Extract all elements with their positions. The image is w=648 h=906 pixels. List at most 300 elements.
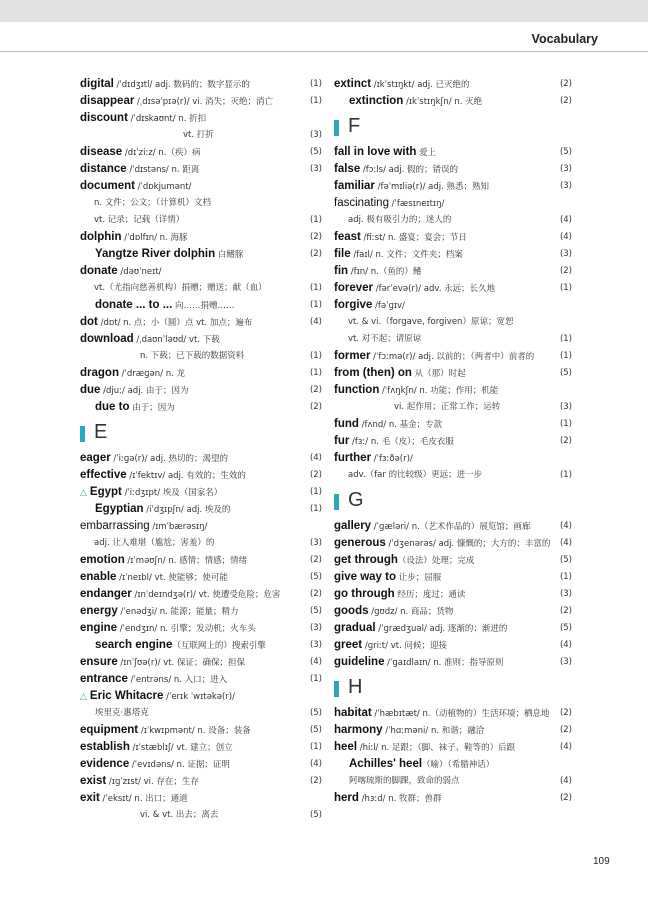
vocab-entry: [334, 161, 572, 178]
proper-noun-triangle-icon: △: [80, 488, 87, 498]
vocab-entry: [334, 586, 572, 603]
headword: from (then) on: [334, 367, 412, 379]
unit-reference: (3): [559, 589, 572, 599]
definition: /ɪɡˈzɪst/ vi. 存在；生存: [106, 777, 199, 787]
definition: /iˈdʒɪpʃn/ adj. 埃及的: [143, 505, 231, 515]
vocab-entry: [80, 314, 322, 331]
vocab-entry: [334, 365, 572, 382]
definition: /ɪˈkwɪpmənt/ n. 设备；装备: [138, 726, 251, 736]
definition: /ˈerɪk ˈwɪtəkə(r)/: [163, 692, 235, 702]
headword: disease: [80, 146, 123, 158]
section-marker-bar: [334, 120, 339, 136]
unit-reference: (4): [559, 232, 572, 242]
definition: /ˈfæsɪneɪtɪŋ/: [388, 199, 445, 209]
headword: guideline: [334, 656, 385, 668]
vocab-entry: [80, 331, 322, 348]
vocab-entry: [334, 603, 572, 620]
definition: /ˈɡaɪdlaɪn/ n. 准则；指导原则: [384, 658, 504, 668]
vocab-entry: [80, 484, 322, 501]
section-marker-bar: [80, 426, 85, 442]
unit-reference: (4): [559, 538, 572, 548]
vocab-entry-continuation: [334, 212, 572, 229]
vocab-entry: [334, 93, 572, 110]
definition: /ˈdɪskaʊnt/ n. 折扣: [127, 114, 207, 124]
definition: （设法）处理；完成: [397, 556, 475, 566]
unit-reference: (3): [309, 623, 322, 633]
unit-reference: (5): [309, 708, 322, 718]
section-heading-g: [334, 484, 572, 518]
vocab-entry: [334, 535, 572, 552]
definition: /ˈɡrædʒuəl/ adj. 逐渐的；渐进的: [375, 624, 508, 634]
headword: equipment: [80, 724, 139, 736]
unit-reference: (3): [559, 164, 572, 174]
definition: 由于；因为: [129, 403, 175, 413]
definition: adv.（far 的比较级）更远；进一步: [348, 470, 483, 480]
definition: /ˌdaʊnˈləʊd/ vt. 下载: [133, 335, 220, 345]
unit-reference: (2): [309, 232, 322, 242]
definition: /hɜːd/ n. 牧群；兽群: [358, 794, 442, 804]
vocab-entry-continuation: [80, 348, 322, 365]
unit-reference: (1): [309, 351, 322, 361]
definition: 经历；度过；通读: [394, 590, 466, 600]
vocab-entry: [80, 637, 322, 654]
left-column: [80, 76, 322, 824]
headword: fund: [334, 418, 359, 430]
vocab-entry: [80, 790, 322, 807]
vocab-entry: [80, 586, 322, 603]
headword: Egypt: [89, 486, 122, 498]
vocab-entry: [80, 365, 322, 382]
definition: /fərˈevə(r)/ adv. 永远；长久地: [373, 284, 496, 294]
unit-reference: (1): [559, 419, 572, 429]
definition: /ˈfɜːðə(r)/: [371, 454, 413, 464]
headword: due: [80, 384, 101, 396]
definition: /ˈfʌŋkʃn/ n. 功能；作用；机能: [379, 386, 499, 396]
section-heading-h: [334, 671, 572, 705]
unit-reference: (1): [559, 572, 572, 582]
unit-reference: (2): [309, 555, 322, 565]
vocab-entry: [80, 144, 322, 161]
unit-reference: (1): [309, 368, 322, 378]
headword: embarrassing: [80, 520, 150, 532]
unit-reference: (1): [559, 470, 572, 480]
unit-reference: (5): [309, 810, 322, 820]
definition: /ˈdɒkjumənt/: [134, 182, 192, 192]
headword: feast: [334, 231, 361, 243]
definition: /ˈfɔːmə(r)/ adj. 以前的；（两者中）前者的: [370, 352, 535, 362]
definition: 埃里克·惠塔克: [95, 708, 149, 718]
headword: distance: [80, 163, 127, 175]
headword: harmony: [334, 724, 383, 736]
unit-reference: (5): [309, 147, 322, 157]
headword: function: [334, 384, 380, 396]
section-letter: H: [348, 676, 363, 698]
definition: /fɜː/ n. 毛（皮）；毛皮衣服: [349, 437, 454, 447]
definition: 阿喀琉斯的脚踝，致命的弱点: [349, 776, 460, 786]
unit-reference: (4): [559, 215, 572, 225]
headword: Egyptian: [95, 503, 144, 515]
unit-reference: (1): [309, 283, 322, 293]
headword: give way to: [334, 571, 396, 583]
headword: go through: [334, 588, 395, 600]
headword: herd: [334, 792, 359, 804]
definition: vt. 记录；记载（详情）: [94, 215, 185, 225]
unit-reference: (1): [559, 334, 572, 344]
vocab-entry: [334, 416, 572, 433]
definition: 爱上: [416, 148, 437, 158]
headword: exist: [80, 775, 107, 787]
vocab-entry: [80, 76, 322, 93]
definition: vt. 打折: [183, 130, 214, 140]
definition: adj. 极有吸引力的；迷人的: [348, 215, 452, 225]
vocab-entry: [334, 620, 572, 637]
definition: /fəˈɡɪv/: [372, 301, 405, 311]
definition: /fɪn/ n.（鱼的）鳍: [348, 267, 422, 277]
headword: forgive: [334, 299, 373, 311]
headword: get through: [334, 554, 398, 566]
vocab-entry-continuation: [80, 807, 322, 824]
vocab-entry: [334, 790, 572, 807]
definition: /ˈdɪdʒɪtl/ adj. 数码的；数字显示的: [113, 80, 250, 90]
headword: Yangtze River dolphin: [95, 248, 216, 260]
unit-reference: (5): [309, 606, 322, 616]
section-marker-bar: [334, 681, 339, 697]
headword: further: [334, 452, 372, 464]
section-letter: G: [348, 489, 364, 511]
definition: /ˈhæbɪtæt/ n.（动植物的）生活环境；栖息地: [371, 709, 550, 719]
vocab-entry: [80, 297, 322, 314]
vocab-entry-continuation: [334, 773, 572, 790]
headword: dragon: [80, 367, 119, 379]
unit-reference: (5): [559, 147, 572, 157]
vocab-entry: [80, 654, 322, 671]
unit-reference: (2): [559, 266, 572, 276]
headword: fall in love with: [334, 146, 417, 158]
unit-reference: (1): [559, 351, 572, 361]
unit-reference: (1): [559, 283, 572, 293]
unit-reference: (2): [309, 470, 322, 480]
definition: /ˈeksɪt/ n. 出口；通道: [99, 794, 188, 804]
definition: /fəˈmɪliə(r)/ adj. 熟悉；熟知: [374, 182, 490, 192]
vocab-entry: [334, 637, 572, 654]
headword: engine: [80, 622, 118, 634]
unit-reference: (2): [309, 776, 322, 786]
headword: fascinating: [334, 197, 389, 209]
headword: dolphin: [80, 231, 122, 243]
definition: /ˈɡæləri/ n.（艺术作品的）展览馆；画廊: [371, 522, 531, 532]
headword: fur: [334, 435, 350, 447]
definition: /ˈevɪdəns/ n. 证据；证明: [129, 760, 230, 770]
vocab-entry: [334, 722, 572, 739]
unit-reference: (4): [559, 776, 572, 786]
unit-reference: (4): [309, 317, 322, 327]
headword: effective: [80, 469, 127, 481]
headword: exit: [80, 792, 100, 804]
header-divider: [0, 51, 648, 52]
unit-reference: (2): [559, 79, 572, 89]
headword: greet: [334, 639, 363, 651]
vocab-entry: [80, 603, 322, 620]
vocab-entry-continuation: [80, 212, 322, 229]
definition: /ˌdɪsəˈpɪə(r)/ vi. 消失；灭绝；消亡: [134, 97, 274, 107]
vocab-entry: [80, 229, 322, 246]
unit-reference: (3): [559, 657, 572, 667]
vocab-entry: [80, 161, 322, 178]
unit-reference: (4): [309, 759, 322, 769]
headword: establish: [80, 741, 130, 753]
section-heading-f: [334, 110, 572, 144]
headword: digital: [80, 78, 114, 90]
vocab-entry: [80, 399, 322, 416]
vocab-entry: [334, 246, 572, 263]
unit-reference: (1): [309, 487, 322, 497]
unit-reference: (2): [559, 725, 572, 735]
vocab-entry: [80, 688, 322, 705]
definition: adj. 让人难堪（尴尬；害羞）的: [94, 538, 215, 548]
definition: /dəʊˈneɪt/: [117, 267, 162, 277]
definition: /ˈdʒenərəs/ adj. 慷慨的；大方的；丰富的: [385, 539, 551, 549]
vocab-entry: [334, 382, 572, 399]
unit-reference: (2): [309, 385, 322, 395]
unit-reference: (2): [309, 589, 322, 599]
definition: （互联网上的）搜索引擎: [172, 641, 266, 651]
unit-reference: (5): [559, 623, 572, 633]
vocab-entry: [334, 280, 572, 297]
vocab-entry: [334, 756, 572, 773]
vocab-entry: [80, 246, 322, 263]
unit-reference: (3): [309, 164, 322, 174]
vocab-entry: [80, 569, 322, 586]
headword: extinction: [349, 95, 404, 107]
headword: forever: [334, 282, 373, 294]
vocab-entry-continuation: [334, 467, 572, 484]
vocab-entry: [80, 773, 322, 790]
vocab-entry: [80, 552, 322, 569]
section-marker-bar: [334, 494, 339, 510]
definition: /faɪl/ n. 文件；文件夹；档案: [350, 250, 463, 260]
vocab-entry: [80, 178, 322, 195]
unit-reference: (1): [309, 742, 322, 752]
definition: /ˈdræɡən/ n. 龙: [118, 369, 185, 379]
unit-reference: (1): [309, 96, 322, 106]
headword: entrance: [80, 673, 128, 685]
headword: goods: [334, 605, 369, 617]
headword: gallery: [334, 520, 372, 532]
vocab-entry: [80, 93, 322, 110]
headword: former: [334, 350, 371, 362]
unit-reference: (5): [309, 572, 322, 582]
headword: donate ... to ...: [95, 299, 173, 311]
definition: /ˈentrəns/ n. 入口；进入: [127, 675, 228, 685]
unit-reference: (5): [559, 368, 572, 378]
unit-reference: (4): [309, 657, 322, 667]
vocab-entry: [80, 739, 322, 756]
unit-reference: (3): [309, 538, 322, 548]
unit-reference: (4): [559, 742, 572, 752]
unit-reference: (2): [559, 606, 572, 616]
vocab-entry: [334, 433, 572, 450]
definition: n. 下载；已下载的数据资料: [140, 351, 245, 361]
vocab-entry: [80, 450, 322, 467]
headword: discount: [80, 112, 128, 124]
headword: fin: [334, 265, 349, 277]
headword: false: [334, 163, 361, 175]
headword: eager: [80, 452, 111, 464]
vocab-entry: [334, 178, 572, 195]
section-letter: F: [348, 115, 361, 137]
definition: /dɒt/ n. 点；小（圆）点 vt. 加点；遍布: [97, 318, 253, 328]
definition: /ɪˈstæblɪʃ/ vt. 建立；创立: [129, 743, 233, 753]
headword: search engine: [95, 639, 173, 651]
headword: emotion: [80, 554, 125, 566]
unit-reference: (2): [559, 793, 572, 803]
headword: Eric Whitacre: [89, 690, 164, 702]
headword: heel: [334, 741, 358, 753]
vocab-entry-continuation: [80, 195, 322, 212]
section-letter: E: [94, 421, 108, 443]
definition: /ɡriːt/ vt. 问候；迎接: [362, 641, 447, 651]
headword: enable: [80, 571, 117, 583]
definition: /fiːst/ n. 盛宴；宴会；节日: [360, 233, 467, 243]
definition: 让步；屈服: [396, 573, 442, 583]
vocab-entry: [80, 110, 322, 127]
unit-reference: (2): [309, 402, 322, 412]
vocab-entry: [334, 569, 572, 586]
headword: ensure: [80, 656, 118, 668]
definition: /ɪnˈdeɪndʒə(r)/ vt. 使遭受危险；危害: [131, 590, 281, 600]
vocab-entry: [80, 518, 322, 535]
vocab-entry: [80, 501, 322, 518]
unit-reference: (1): [309, 79, 322, 89]
definition: vt.（尤指向慈善机构）捐赠；赠送；献（血）: [94, 283, 267, 293]
headword: document: [80, 180, 135, 192]
vocab-entry: [80, 382, 322, 399]
section-heading-e: [80, 416, 322, 450]
unit-reference: (3): [559, 402, 572, 412]
vocab-entry: [334, 263, 572, 280]
definition: /ˈdɪstəns/ n. 距离: [126, 165, 200, 175]
right-column: [334, 76, 572, 807]
vocab-entry: [80, 756, 322, 773]
definition: （喻）（希腊神话）: [422, 760, 495, 770]
unit-reference: (2): [559, 96, 572, 106]
headword: file: [334, 248, 351, 260]
vocab-entry: [334, 518, 572, 535]
definition: /ˈiːdʒɪpt/ 埃及（国家名）: [121, 488, 223, 498]
headword: gradual: [334, 622, 376, 634]
unit-reference: (2): [559, 708, 572, 718]
definition: /ɪˈneɪbl/ vt. 使能够；使可能: [116, 573, 228, 583]
vocab-entry-continuation: [334, 399, 572, 416]
definition: /hiːl/ n. 足跟；（脚、袜子、鞋等的）后跟: [357, 743, 516, 753]
definition: /fʌnd/ n. 基金；专款: [358, 420, 443, 430]
headword: generous: [334, 537, 386, 549]
vocab-entry: [80, 671, 322, 688]
definition: /ɡʊdz/ n. 商品；货物: [368, 607, 454, 617]
unit-reference: (3): [559, 249, 572, 259]
vocab-entry: [334, 144, 572, 161]
vocab-entry: [80, 620, 322, 637]
definition: 向……捐赠……: [172, 301, 235, 311]
definition: /ˈendʒɪn/ n. 引擎；发动机；火车头: [117, 624, 256, 634]
headword: Achilles' heel: [349, 758, 423, 770]
headword: endanger: [80, 588, 132, 600]
headword: familiar: [334, 180, 375, 192]
unit-reference: (3): [309, 130, 322, 140]
definition: /fɔːls/ adj. 假的；错误的: [360, 165, 459, 175]
vocab-entry: [334, 450, 572, 467]
unit-reference: (4): [309, 453, 322, 463]
definition: vi. 起作用；正常工作；运转: [394, 402, 501, 412]
vocab-entry: [80, 722, 322, 739]
definition: 白鳍豚: [215, 250, 244, 260]
definition: vt. & vi.（forgave, forgiven）原谅；宽恕: [348, 317, 514, 327]
unit-reference: (5): [559, 555, 572, 565]
unit-reference: (5): [309, 725, 322, 735]
headword: dot: [80, 316, 98, 328]
vocab-entry-continuation: [80, 280, 322, 297]
vocab-entry: [334, 739, 572, 756]
headword: disappear: [80, 95, 135, 107]
vocab-entry: [334, 552, 572, 569]
vocab-entry: [334, 297, 572, 314]
unit-reference: (2): [309, 249, 322, 259]
unit-reference: (4): [559, 521, 572, 531]
headword: energy: [80, 605, 118, 617]
definition: /ˈiːɡə(r)/ adj. 热切的；渴望的: [110, 454, 229, 464]
vocab-entry-continuation: [334, 314, 572, 331]
page-header-title: Vocabulary: [531, 32, 598, 46]
definition: /ɪnˈʃʊə(r)/ vt. 保证；确保；担保: [117, 658, 245, 668]
definition: 从（那）时起: [411, 369, 466, 379]
definition: /ˈhɑːməni/ n. 和谐；融洽: [382, 726, 485, 736]
unit-reference: (1): [309, 504, 322, 514]
definition: /ɪˈfektɪv/ adj. 有效的；生效的: [126, 471, 246, 481]
unit-reference: (3): [309, 640, 322, 650]
headword: donate: [80, 265, 118, 277]
headword: download: [80, 333, 134, 345]
vocab-entry: [334, 705, 572, 722]
vocab-entry: [80, 263, 322, 280]
vocab-entry: [334, 229, 572, 246]
vocab-entry-continuation: [80, 705, 322, 722]
vocab-entry: [334, 348, 572, 365]
definition: /ɪkˈstɪŋkt/ adj. 已灭绝的: [371, 80, 470, 90]
vocab-entry-continuation: [334, 331, 572, 348]
page-number: 109: [593, 856, 610, 867]
definition: /dɪˈziːz/ n.（疾）病: [122, 148, 201, 158]
proper-noun-triangle-icon: △: [80, 692, 87, 702]
unit-reference: (3): [559, 181, 572, 191]
unit-reference: (1): [309, 300, 322, 310]
headword: habitat: [334, 707, 372, 719]
definition: /ɪˈməʊʃn/ n. 感情；情感；情绪: [124, 556, 248, 566]
vocab-entry-continuation: [80, 535, 322, 552]
unit-reference: (1): [309, 674, 322, 684]
definition: n. 文件；公文；（计算机）文档: [94, 198, 212, 208]
top-gray-band: [0, 0, 648, 22]
headword: extinct: [334, 78, 372, 90]
definition: /ɪmˈbærəsɪŋ/: [149, 522, 208, 532]
definition: vi. & vt. 出去；离去: [140, 810, 219, 820]
definition: vt. 对不起；请原谅: [348, 334, 422, 344]
definition: /ˈenədʒi/ n. 能源；能量；精力: [117, 607, 239, 617]
headword: due to: [95, 401, 130, 413]
unit-reference: (4): [559, 640, 572, 650]
unit-reference: (2): [559, 436, 572, 446]
vocab-entry: [334, 76, 572, 93]
definition: /djuː/ adj. 由于；因为: [100, 386, 189, 396]
